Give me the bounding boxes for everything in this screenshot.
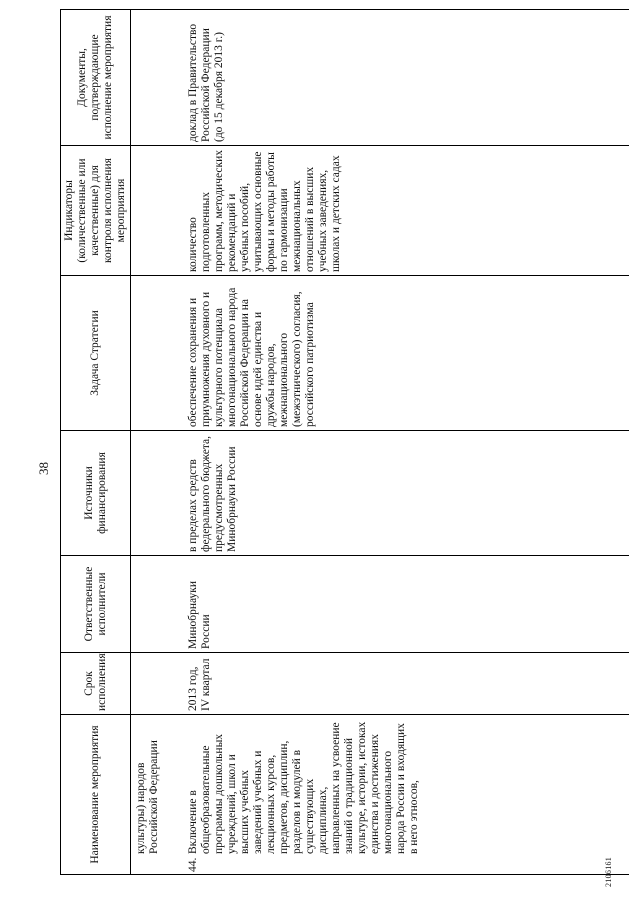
strategy-task-cell: обеспечение сохранения и приумножения духовного и культурного потенциала многонационального народа Российской Федерации на основе идей единства и дружбы народов, межнационального (межэтнического) согласия, российского патриотизма: [179, 276, 629, 431]
continuation-text: культуры) народов Российской Федерации: [131, 715, 180, 875]
measure-name-cell: [179, 715, 629, 875]
table-header-row: [61, 10, 131, 875]
empty-cell: [131, 10, 180, 146]
deadline-cell: 2013 год, IV квартал: [179, 653, 629, 715]
empty-cell: [131, 146, 180, 276]
measure-name: Включение в общеобразовательные программы дошкольных учреждений, школ и высших учебных заведений учебных и лекционных курсов, предметов, дисциплин, разделов и модулей в существующих дисциплинах, направленных на усвоение знаний о традиционной культуре, истории, истоках единства и достижениях многонационального народа России и входящих в него этносов,: [187, 721, 420, 854]
empty-cell: [131, 276, 180, 431]
header-indicators: Индикаторы (количественные или качественные) для контроля исполнения мероприятия: [61, 146, 131, 276]
row-number: 44.: [187, 857, 199, 872]
document-id: 2106161: [604, 856, 613, 887]
header-executors: Ответственные исполнители: [61, 556, 131, 653]
action-plan-table: [60, 9, 629, 875]
financing-cell: в пределах средств федерального бюджета, предусмотренных Минобрнауки России: [179, 431, 629, 556]
indicators-cell: количество подготовленных программ, методических рекомендаций и учебных пособий, учитывающих основные формы и методы работы по гармонизации межнациональных отношений в высших учебных заведениях, школах и детских садах: [179, 146, 629, 276]
documents-cell: доклад в Правительство Российской Федерации (до 15 декабря 2013 г.): [179, 10, 629, 146]
page-number: 38: [36, 462, 51, 475]
empty-cell: [131, 556, 180, 653]
header-financing: Источники финансирования: [61, 431, 131, 556]
header-deadline: Срок исполнения: [61, 653, 131, 715]
empty-cell: [131, 653, 180, 715]
header-strategy-task: Задача Стратегии: [61, 276, 131, 431]
table-row: [179, 10, 629, 875]
empty-cell: [131, 431, 180, 556]
table-row-continuation: [131, 10, 180, 875]
header-documents: Документы, подтверждающие исполнение мероприятия: [61, 10, 131, 146]
header-measure-name: Наименование мероприятия: [61, 715, 131, 875]
executors-cell: Минобрнауки России: [179, 556, 629, 653]
